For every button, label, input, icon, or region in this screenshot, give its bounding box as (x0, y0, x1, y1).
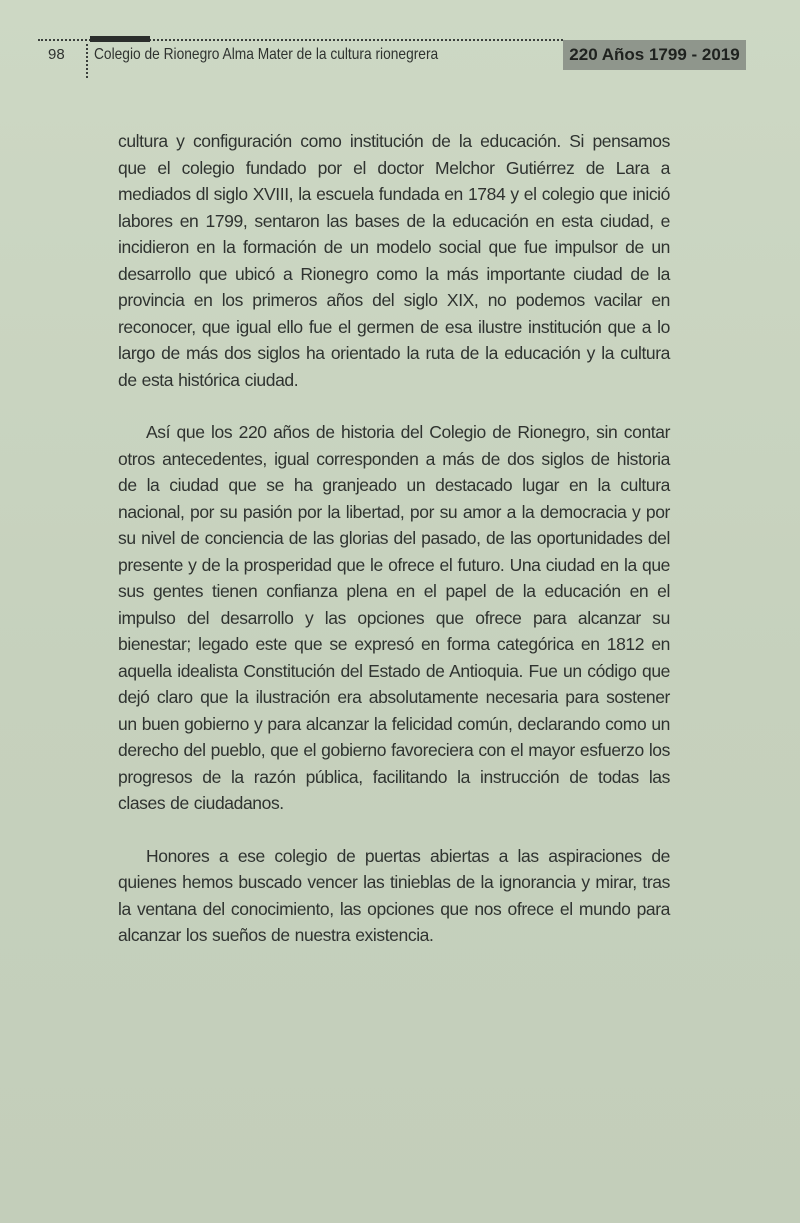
paragraph: Así que los 220 años de historia del Colegio de Rionegro, sin contar otros antecedentes, igual corresponden a más de dos siglos de historia de la ciudad que se ha granjeado un destacado lugar en la cultura nacional, por su pasión por la libertad, por su amor a la democracia y por su nivel de conciencia de las glorias del pasado, de las oportunidades del presente y de la prosperidad que le ofrece el futuro. Una ciudad en la que sus gentes tienen confianza plena en el papel de la educación en el impulso del desarrollo y las opciones que ofrece para alcanzar su bienestar; legado este que se expresó en forma categórica en 1812 en aquella idealista Constitución del Estado de Antioquia. Fue un código que dejó claro que la ilustración era absolutamente necesaria para sostener un buen gobierno y para alcanzar la felicidad común, declarando como un derecho del pueblo, que el gobierno favoreciera con el mayor esfuerzo los progresos de la razón pública, facilitando la instrucción de todas las clases de ciudadanos. (118, 422, 670, 813)
page-header (0, 0, 800, 80)
body-text (118, 128, 670, 949)
page-number: 98 (48, 46, 65, 63)
header-vertical-dotted-rule (86, 44, 88, 78)
paragraph: Honores a ese colegio de puertas abiertas a las aspiraciones de quienes hemos buscado vencer las tinieblas de la ignorancia y mirar, tras la ventana del conocimiento, las opciones que nos ofrece el mundo para alcanzar los sueños de nuestra existencia. (118, 845, 670, 945)
header-accent-bar (90, 36, 150, 42)
paragraph: cultura y configuración como institución de la educación. Si pensamos que el colegio fundado por el doctor Melchor Gutiérrez de Lara a mediados dl siglo XVIII, la escuela fundada en 1784 y el colegio que inició labores en 1799, sentaron las bases de la educación en esta ciudad, e incidieron en la formación de un modelo social que fue impulsor de un desarrollo que ubicó a Rionegro como la más importante ciudad de la provincia en los primeros años del siglo XIX, no podemos vacilar en reconocer, que igual ello fue el germen de esa ilustre institución que a lo largo de más dos siglos ha orientado la ruta de la educación y la cultura de esta histórica ciudad. (118, 131, 670, 390)
anniversary-badge: 220 Años 1799 - 2019 (563, 40, 746, 70)
running-title: Colegio de Rionegro Alma Mater de la cultura rionegrera (94, 46, 439, 63)
